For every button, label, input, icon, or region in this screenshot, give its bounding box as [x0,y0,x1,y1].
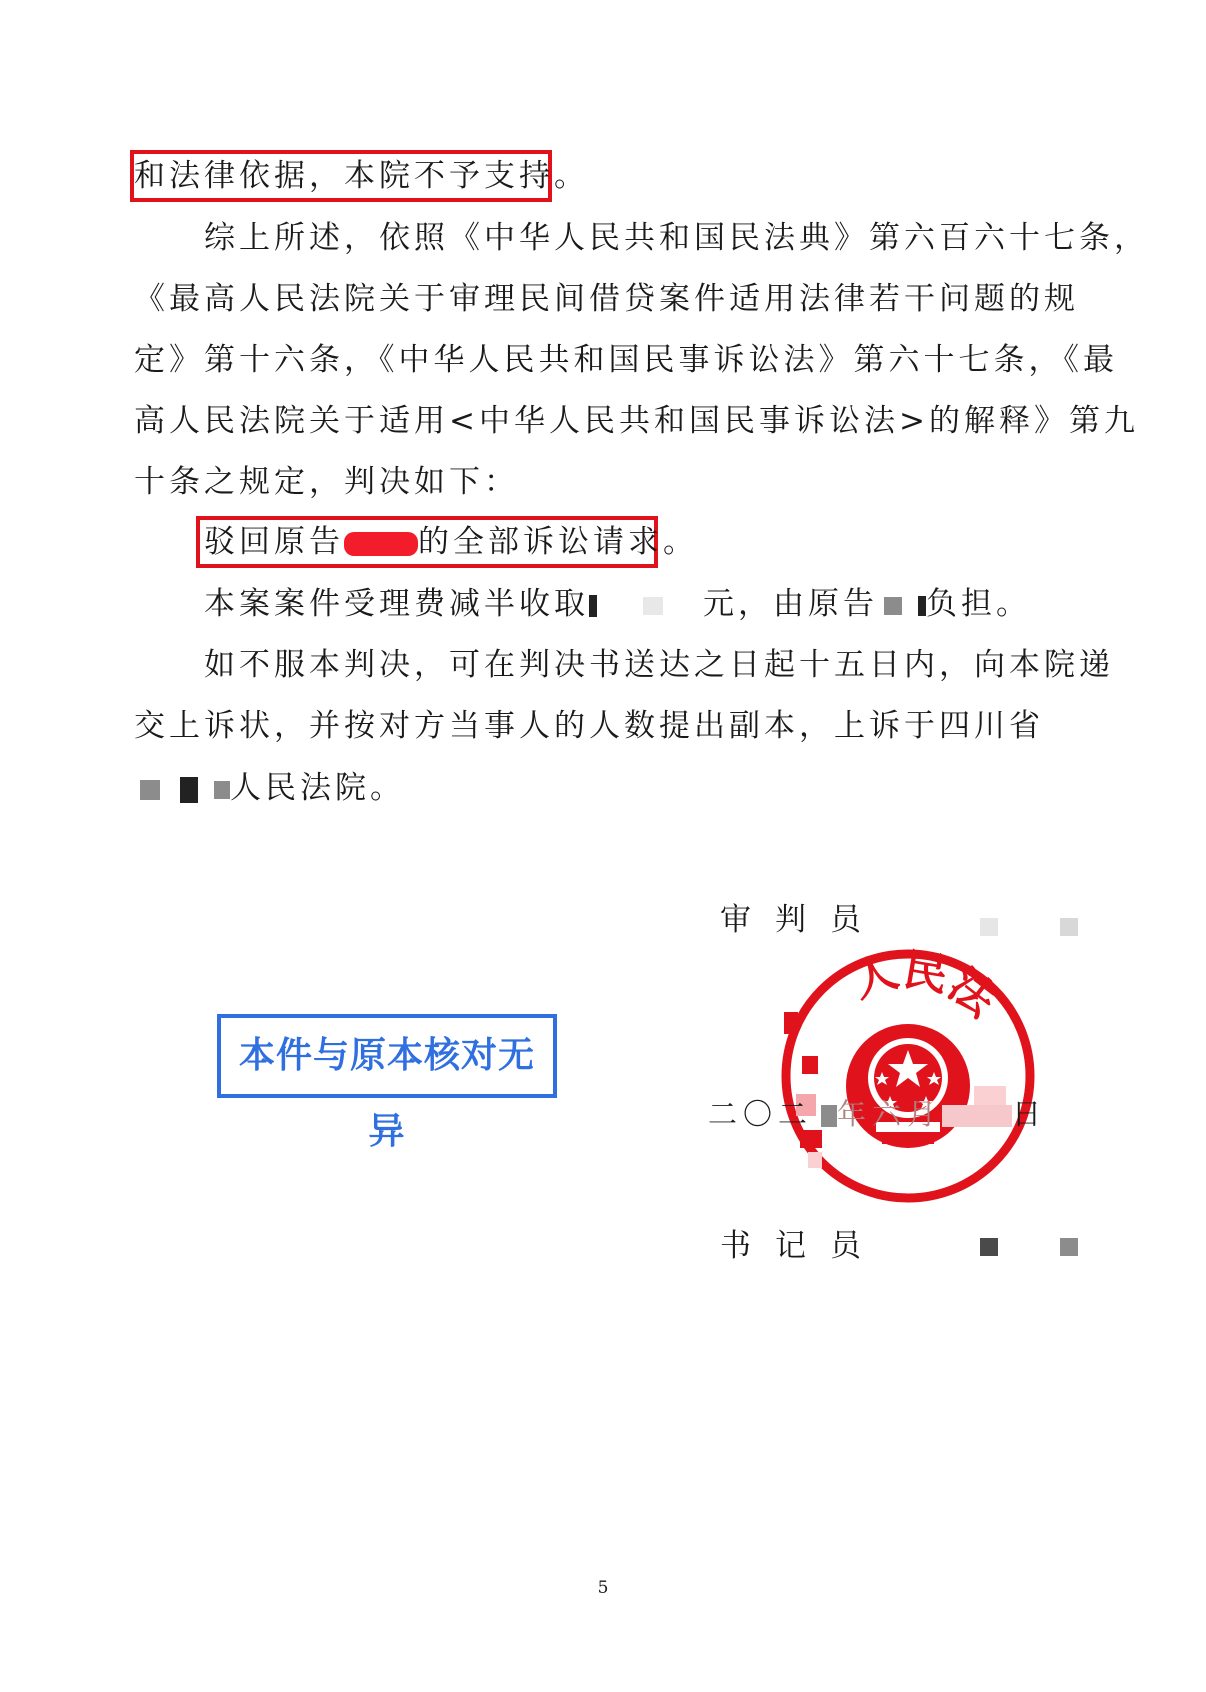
paragraph-line-5: 高人民法院关于适用<中华人民共和国民事诉讼法>的解释》第九 [134,403,1139,439]
judge-label: 审判员 [720,902,885,938]
appeal-line-2: 交上诉状，并按对方当事人的人数提出副本，上诉于四川省 [134,708,1044,744]
paragraph-line-1: 和法律依据，本院不予支持。 [134,158,589,194]
redacted-clerk-name-b [1060,1238,1078,1256]
redacted-judge-name-a [980,918,998,936]
clerk-label: 书记员 [720,1228,885,1264]
paragraph-line-3: 《最高人民法院关于审理民间借贷案件适用法律若干问题的规 [134,281,1079,317]
appeal-line-1: 如不服本判决，可在判决书送达之日起十五日内，向本院递 [204,647,1114,683]
paragraph-line-6: 十条之规定，判决如下： [134,464,519,500]
redacted-clerk-name-a [980,1238,998,1256]
appeal-line-3 [134,768,405,808]
judgment-prefix: 驳回原告 [204,524,344,560]
redacted-year [821,1105,837,1127]
svg-text:人民法 [846,946,1005,1028]
date-middle: 年六月 [837,1097,943,1131]
judgment-date [708,1092,1047,1133]
fee-part-1: 本案案件受理费减半收取 [204,586,589,622]
redacted-plaintiff-name-2 [884,597,902,615]
court-seal-icon [778,946,1038,1206]
redacted-day [942,1105,1012,1127]
judgment-suffix: 的全部诉讼请求。 [418,524,698,560]
page-number: 5 [597,1578,609,1598]
redacted-fee-amount-b [643,597,663,615]
redacted-judge-name-b [1060,918,1078,936]
fee-line [204,584,1031,624]
redacted-fee-amount-a [589,595,597,617]
redacted-plaintiff-name [344,532,418,556]
paragraph-line-4: 定》第十六条，《中华人民共和国民事诉讼法》第六十七条，《最 [134,342,1118,378]
date-suffix: 日 [1012,1097,1048,1131]
paragraph-line-2: 综上所述，依照《中华人民共和国民法典》第六百六十七条， [204,220,1149,256]
seal-text: 人民法 [846,946,1005,1027]
fee-part-3: 负担。 [926,586,1031,622]
redacted-court-name-a [140,780,160,800]
redacted-plaintiff-name-3 [918,596,926,616]
fee-part-2: 元，由原告 [703,586,878,622]
redacted-court-name-c [214,781,230,799]
verification-stamp: 本件与原本核对无异 [217,1014,557,1098]
judgment-line [204,522,698,562]
redacted-court-name-b [180,777,198,803]
date-prefix: 二〇二 [708,1097,814,1131]
appeal-line-3-suffix: 人民法院。 [230,770,405,806]
